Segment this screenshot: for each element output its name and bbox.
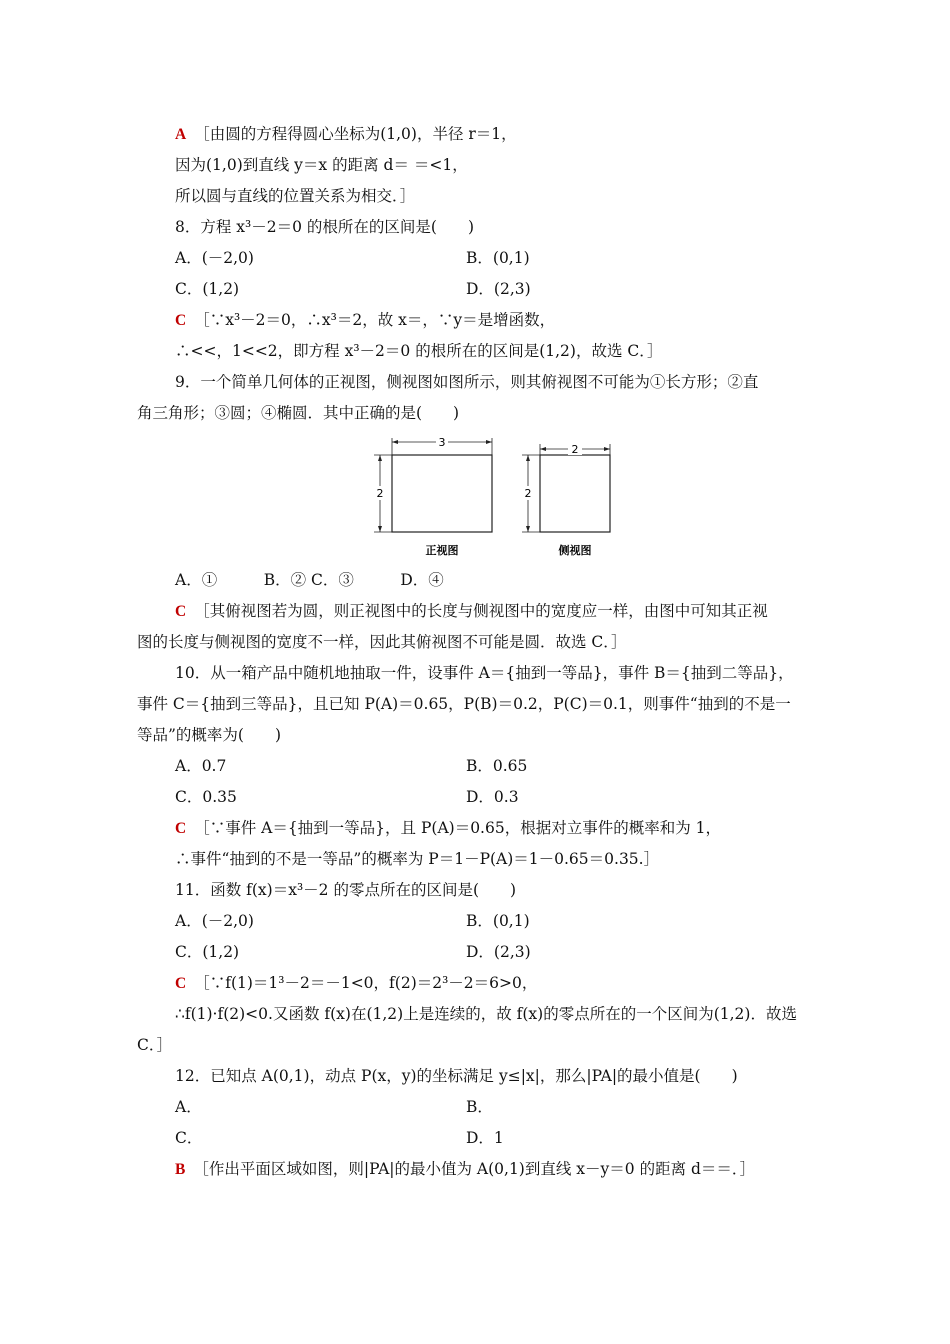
line-q10-stem-1 bbox=[175, 663, 794, 683]
line-q11-ans-2 bbox=[175, 1004, 797, 1024]
line-text: 所以圆与直线的位置关系为相交．］ bbox=[175, 187, 416, 205]
answer-letter: B bbox=[175, 1161, 186, 1178]
front-view-caption: 正视图 bbox=[425, 544, 459, 557]
line-q12-opt-c bbox=[175, 1128, 202, 1148]
line-q10-ans-2 bbox=[175, 849, 659, 869]
line-text: ∴<<，1<<2，即方程 x³－2＝0 的根所在的区间是(1,2)，故选 C．］ bbox=[175, 342, 663, 360]
line-q8-opt-d bbox=[466, 279, 531, 299]
line-text: B． bbox=[466, 1098, 493, 1116]
answer-letter: C bbox=[175, 975, 187, 992]
side-view-rect bbox=[540, 455, 610, 532]
front-view-height-label: 2 bbox=[376, 487, 384, 500]
line-text: 等品”的概率为( ) bbox=[137, 726, 282, 744]
front-view-rect bbox=[392, 455, 492, 532]
front-view-width-label: 3 bbox=[438, 436, 446, 449]
line-text: C．(1,2) bbox=[175, 280, 240, 298]
line-text: ∴事件“抽到的不是一等品”的概率为 P＝1－P(A)＝1－0.65＝0.35.］ bbox=[175, 850, 660, 868]
line-text: 11．函数 f(x)＝x³－2 的零点所在的区间是( ) bbox=[175, 881, 517, 899]
answer-letter: C bbox=[175, 312, 187, 329]
line-q10-opt-d bbox=[466, 787, 519, 807]
line-text: A．0.7 bbox=[175, 757, 227, 775]
line-q9-ans-1 bbox=[175, 601, 768, 622]
line-q11-ans-1 bbox=[175, 973, 537, 994]
line-text: A．(－2,0) bbox=[175, 249, 254, 267]
line-text: D．(2,3) bbox=[466, 943, 531, 961]
side-view-width-label: 2 bbox=[571, 443, 579, 456]
line-q9-stem-2 bbox=[137, 403, 459, 423]
line-q8-ans-1 bbox=[175, 310, 555, 331]
line-text: D．0.3 bbox=[466, 788, 519, 806]
line-text: B．0.65 bbox=[466, 757, 528, 775]
side-view-height-label: 2 bbox=[524, 487, 532, 500]
line-q11-opt-c bbox=[175, 942, 239, 962]
line-text: A．(－2,0) bbox=[175, 912, 254, 930]
line-text: C．(1,2) bbox=[175, 943, 240, 961]
line-q8-stem bbox=[175, 217, 474, 237]
line-q7-ans-1 bbox=[175, 124, 517, 145]
line-q8-opt-b bbox=[466, 248, 530, 268]
line-q11-opt-a bbox=[175, 911, 254, 931]
line-q12-opt-b bbox=[466, 1097, 493, 1117]
line-q9-stem-1 bbox=[175, 372, 758, 392]
line-text: ［∵x³－2＝0，∴x³＝2，故 x＝，∵y＝是增函数， bbox=[194, 311, 556, 329]
line-text: 因为(1,0)到直线 y＝x 的距离 d＝ ＝<1， bbox=[175, 156, 468, 174]
line-q11-opt-d bbox=[466, 942, 531, 962]
line-text: ［∵事件 A＝{抽到一等品}，且 P(A)＝0.65，根据对立事件的概率和为 1， bbox=[194, 819, 721, 837]
line-q10-opt-b bbox=[466, 756, 527, 776]
line-text: 角三角形；③圆；④椭圆．其中正确的是( ) bbox=[137, 404, 460, 422]
line-text: B．(0,1) bbox=[466, 249, 530, 267]
three-view-figure bbox=[360, 436, 620, 564]
line-q8-opt-a bbox=[175, 248, 254, 268]
line-text: 10．从一箱产品中随机地抽取一件，设事件 A＝{抽到一等品}，事件 B＝{抽到二等品}， bbox=[175, 664, 794, 682]
line-q11-ans-3 bbox=[137, 1035, 172, 1055]
line-q12-stem bbox=[175, 1066, 738, 1086]
line-q12-opt-a bbox=[175, 1097, 202, 1117]
answer-letter: C bbox=[175, 820, 187, 837]
line-text: A．① B．② C．③ D．④ bbox=[175, 571, 444, 589]
line-text: C．］ bbox=[137, 1036, 173, 1054]
line-text: 9．一个简单几何体的正视图，侧视图如图所示，则其俯视图不可能为①长方形；②直 bbox=[175, 373, 759, 391]
side-view-caption: 侧视图 bbox=[558, 544, 592, 557]
line-q12-opt-d bbox=[466, 1128, 504, 1148]
line-q8-opt-c bbox=[175, 279, 239, 299]
line-q9-ans-2 bbox=[137, 632, 627, 652]
line-text: 图的长度与侧视图的宽度不一样，因此其俯视图不可能是圆．故选 C．］ bbox=[137, 633, 627, 651]
line-text: ［由圆的方程得圆心坐标为(1,0)，半径 r＝1， bbox=[194, 125, 517, 143]
line-text: B．(0,1) bbox=[466, 912, 530, 930]
line-q10-stem-2 bbox=[137, 694, 791, 714]
answer-letter: C bbox=[175, 603, 187, 620]
line-q9-opts bbox=[175, 570, 444, 590]
line-text: ［作出平面区域如图，则|PA|的最小值为 A(0,1)到直线 x－y＝0 的距离 d＝＝．］ bbox=[193, 1160, 756, 1178]
line-q10-opt-a bbox=[175, 756, 226, 776]
line-text: 事件 C＝{抽到三等品}，且已知 P(A)＝0.65，P(B)＝0.2，P(C)＝0.1，则事件“抽到的不是一 bbox=[137, 695, 791, 713]
line-text: C．0.35 bbox=[175, 788, 237, 806]
line-q7-ans-2 bbox=[175, 155, 468, 175]
line-q10-ans-1 bbox=[175, 818, 721, 839]
line-q10-opt-c bbox=[175, 787, 237, 807]
line-text: 8．方程 x³－2＝0 的根所在的区间是( ) bbox=[175, 218, 474, 236]
line-q7-ans-3 bbox=[175, 186, 415, 206]
line-text: C． bbox=[175, 1129, 203, 1147]
line-text: D．(2,3) bbox=[466, 280, 531, 298]
line-text: D．1 bbox=[466, 1129, 504, 1147]
line-text: A． bbox=[175, 1098, 202, 1116]
answer-letter: A bbox=[175, 126, 187, 143]
line-text: ［其俯视图若为圆，则正视图中的长度与侧视图中的宽度应一样，由图中可知其正视 bbox=[194, 602, 768, 620]
line-q10-stem-3 bbox=[137, 725, 281, 745]
line-text: ∴f(1)·f(2)<0.又函数 f(x)在(1,2)上是连续的，故 f(x)的零点所在的一个区间为(1,2)．故选 bbox=[175, 1005, 797, 1023]
line-text: ［∵f(1)＝1³－2＝－1<0，f(2)＝2³－2＝6>0， bbox=[194, 974, 538, 992]
line-q12-ans-1 bbox=[175, 1159, 755, 1180]
line-q11-stem bbox=[175, 880, 516, 900]
line-q11-opt-b bbox=[466, 911, 530, 931]
line-text: 12．已知点 A(0,1)，动点 P(x，y)的坐标满足 y≤|x|，那么|PA|的最小值是( ) bbox=[175, 1067, 738, 1085]
line-q8-ans-2 bbox=[175, 341, 663, 361]
